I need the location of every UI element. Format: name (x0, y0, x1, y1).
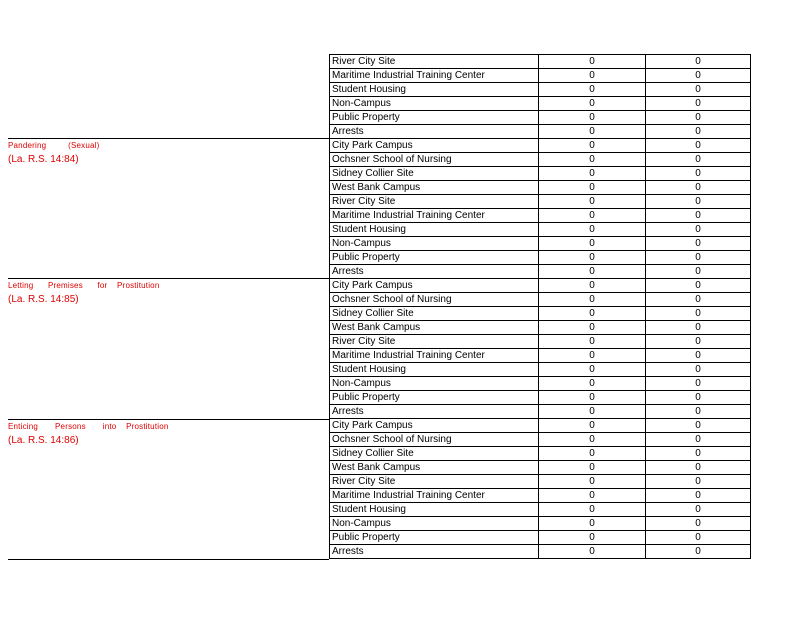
table-row (330, 405, 751, 419)
table-row (330, 237, 751, 251)
location-cell: West Bank Campus (330, 461, 539, 475)
count-cell-a: 0 (539, 461, 646, 475)
count-cell-a: 0 (539, 223, 646, 237)
offense-name: Letting Premises for Prostitution (8, 281, 160, 290)
offense-statute: (La. R.S. 14:84) (8, 154, 79, 165)
location-cell: Public Property (330, 391, 539, 405)
location-cell: River City Site (330, 475, 539, 489)
count-cell-b: 0 (646, 139, 751, 153)
count-cell-a: 0 (539, 391, 646, 405)
count-cell-a: 0 (539, 517, 646, 531)
location-cell: City Park Campus (330, 419, 539, 433)
location-cell: Non-Campus (330, 517, 539, 531)
count-cell-a: 0 (539, 419, 646, 433)
count-cell-a: 0 (539, 181, 646, 195)
table-row (330, 251, 751, 265)
count-cell-b: 0 (646, 433, 751, 447)
table-row (330, 307, 751, 321)
table-row (330, 489, 751, 503)
count-cell-b: 0 (646, 307, 751, 321)
offense-statute: (La. R.S. 14:86) (8, 435, 79, 446)
count-cell-b: 0 (646, 293, 751, 307)
table-row (330, 419, 751, 433)
location-cell: River City Site (330, 195, 539, 209)
offense-block (8, 420, 329, 560)
location-cell: Arrests (330, 265, 539, 279)
count-cell-a: 0 (539, 349, 646, 363)
location-cell: City Park Campus (330, 139, 539, 153)
offense-block (8, 138, 329, 279)
table-row (330, 377, 751, 391)
location-cell: Ochsner School of Nursing (330, 433, 539, 447)
location-cell: West Bank Campus (330, 321, 539, 335)
count-cell-b: 0 (646, 55, 751, 69)
location-cell: River City Site (330, 55, 539, 69)
location-cell: West Bank Campus (330, 181, 539, 195)
location-cell: Arrests (330, 405, 539, 419)
table-row (330, 167, 751, 181)
count-cell-a: 0 (539, 139, 646, 153)
count-cell-b: 0 (646, 111, 751, 125)
count-cell-b: 0 (646, 489, 751, 503)
count-cell-b: 0 (646, 447, 751, 461)
location-cell: City Park Campus (330, 279, 539, 293)
table-row (330, 447, 751, 461)
count-cell-b: 0 (646, 545, 751, 559)
count-cell-a: 0 (539, 55, 646, 69)
count-cell-a: 0 (539, 433, 646, 447)
table-row (330, 391, 751, 405)
location-cell: Public Property (330, 111, 539, 125)
location-cell: Non-Campus (330, 237, 539, 251)
count-cell-b: 0 (646, 321, 751, 335)
count-cell-a: 0 (539, 69, 646, 83)
count-cell-a: 0 (539, 363, 646, 377)
offense-name: Enticing Persons into Prostitution (8, 422, 169, 431)
table-row (330, 461, 751, 475)
count-cell-a: 0 (539, 307, 646, 321)
table-row (330, 139, 751, 153)
table-row (330, 433, 751, 447)
count-cell-a: 0 (539, 377, 646, 391)
count-cell-b: 0 (646, 405, 751, 419)
count-cell-b: 0 (646, 349, 751, 363)
table-row (330, 293, 751, 307)
count-cell-a: 0 (539, 265, 646, 279)
table-row (330, 223, 751, 237)
count-cell-a: 0 (539, 545, 646, 559)
count-cell-b: 0 (646, 475, 751, 489)
location-cell: Student Housing (330, 223, 539, 237)
count-cell-b: 0 (646, 279, 751, 293)
count-cell-b: 0 (646, 83, 751, 97)
table-row (330, 531, 751, 545)
count-cell-a: 0 (539, 237, 646, 251)
table-row (330, 517, 751, 531)
location-cell: Public Property (330, 531, 539, 545)
count-cell-b: 0 (646, 209, 751, 223)
table-row (330, 321, 751, 335)
count-cell-a: 0 (539, 83, 646, 97)
table-row (330, 125, 751, 139)
table-row (330, 475, 751, 489)
table-row (330, 209, 751, 223)
count-cell-a: 0 (539, 489, 646, 503)
count-cell-a: 0 (539, 321, 646, 335)
table-row (330, 97, 751, 111)
location-cell: Maritime Industrial Training Center (330, 209, 539, 223)
table-row (330, 195, 751, 209)
location-cell: Ochsner School of Nursing (330, 153, 539, 167)
location-cell: Maritime Industrial Training Center (330, 349, 539, 363)
count-cell-b: 0 (646, 223, 751, 237)
count-cell-a: 0 (539, 111, 646, 125)
location-cell: Maritime Industrial Training Center (330, 69, 539, 83)
location-cell: River City Site (330, 335, 539, 349)
location-cell: Arrests (330, 545, 539, 559)
count-cell-a: 0 (539, 195, 646, 209)
count-cell-b: 0 (646, 391, 751, 405)
count-cell-a: 0 (539, 251, 646, 265)
count-cell-a: 0 (539, 531, 646, 545)
count-cell-b: 0 (646, 517, 751, 531)
table-row (330, 69, 751, 83)
count-cell-b: 0 (646, 377, 751, 391)
offense-statute: (La. R.S. 14:85) (8, 294, 79, 305)
table-row (330, 111, 751, 125)
count-cell-b: 0 (646, 419, 751, 433)
table-row (330, 503, 751, 517)
count-cell-b: 0 (646, 363, 751, 377)
offense-block (8, 279, 329, 420)
count-cell-b: 0 (646, 461, 751, 475)
count-cell-b: 0 (646, 125, 751, 139)
location-cell: Student Housing (330, 503, 539, 517)
count-cell-a: 0 (539, 503, 646, 517)
location-cell: Public Property (330, 251, 539, 265)
count-cell-a: 0 (539, 279, 646, 293)
count-cell-b: 0 (646, 97, 751, 111)
table-row (330, 265, 751, 279)
location-cell: Sidney Collier Site (330, 307, 539, 321)
count-cell-b: 0 (646, 265, 751, 279)
offense-block (8, 54, 329, 138)
count-cell-b: 0 (646, 167, 751, 181)
count-cell-a: 0 (539, 475, 646, 489)
table-row (330, 363, 751, 377)
count-cell-b: 0 (646, 153, 751, 167)
table-row (330, 335, 751, 349)
table-row (330, 349, 751, 363)
count-cell-b: 0 (646, 531, 751, 545)
location-cell: Student Housing (330, 83, 539, 97)
count-cell-a: 0 (539, 405, 646, 419)
location-cell: Non-Campus (330, 377, 539, 391)
location-cell: Maritime Industrial Training Center (330, 489, 539, 503)
count-cell-b: 0 (646, 69, 751, 83)
location-cell: Ochsner School of Nursing (330, 293, 539, 307)
table-row (330, 545, 751, 559)
count-cell-a: 0 (539, 447, 646, 461)
location-cell: Student Housing (330, 363, 539, 377)
count-cell-a: 0 (539, 167, 646, 181)
location-cell: Arrests (330, 125, 539, 139)
table-row (330, 83, 751, 97)
count-cell-b: 0 (646, 181, 751, 195)
table-row (330, 153, 751, 167)
count-cell-a: 0 (539, 293, 646, 307)
count-cell-a: 0 (539, 125, 646, 139)
count-cell-a: 0 (539, 97, 646, 111)
count-cell-b: 0 (646, 251, 751, 265)
count-cell-b: 0 (646, 335, 751, 349)
location-cell: Sidney Collier Site (330, 167, 539, 181)
offense-name: Pandering (Sexual) (8, 141, 100, 150)
count-cell-a: 0 (539, 335, 646, 349)
count-cell-a: 0 (539, 209, 646, 223)
location-counts-table (329, 54, 751, 559)
table-row (330, 279, 751, 293)
table-row (330, 181, 751, 195)
count-cell-b: 0 (646, 237, 751, 251)
count-cell-b: 0 (646, 503, 751, 517)
location-cell: Non-Campus (330, 97, 539, 111)
count-cell-a: 0 (539, 153, 646, 167)
count-cell-b: 0 (646, 195, 751, 209)
table-row (330, 55, 751, 69)
location-cell: Sidney Collier Site (330, 447, 539, 461)
